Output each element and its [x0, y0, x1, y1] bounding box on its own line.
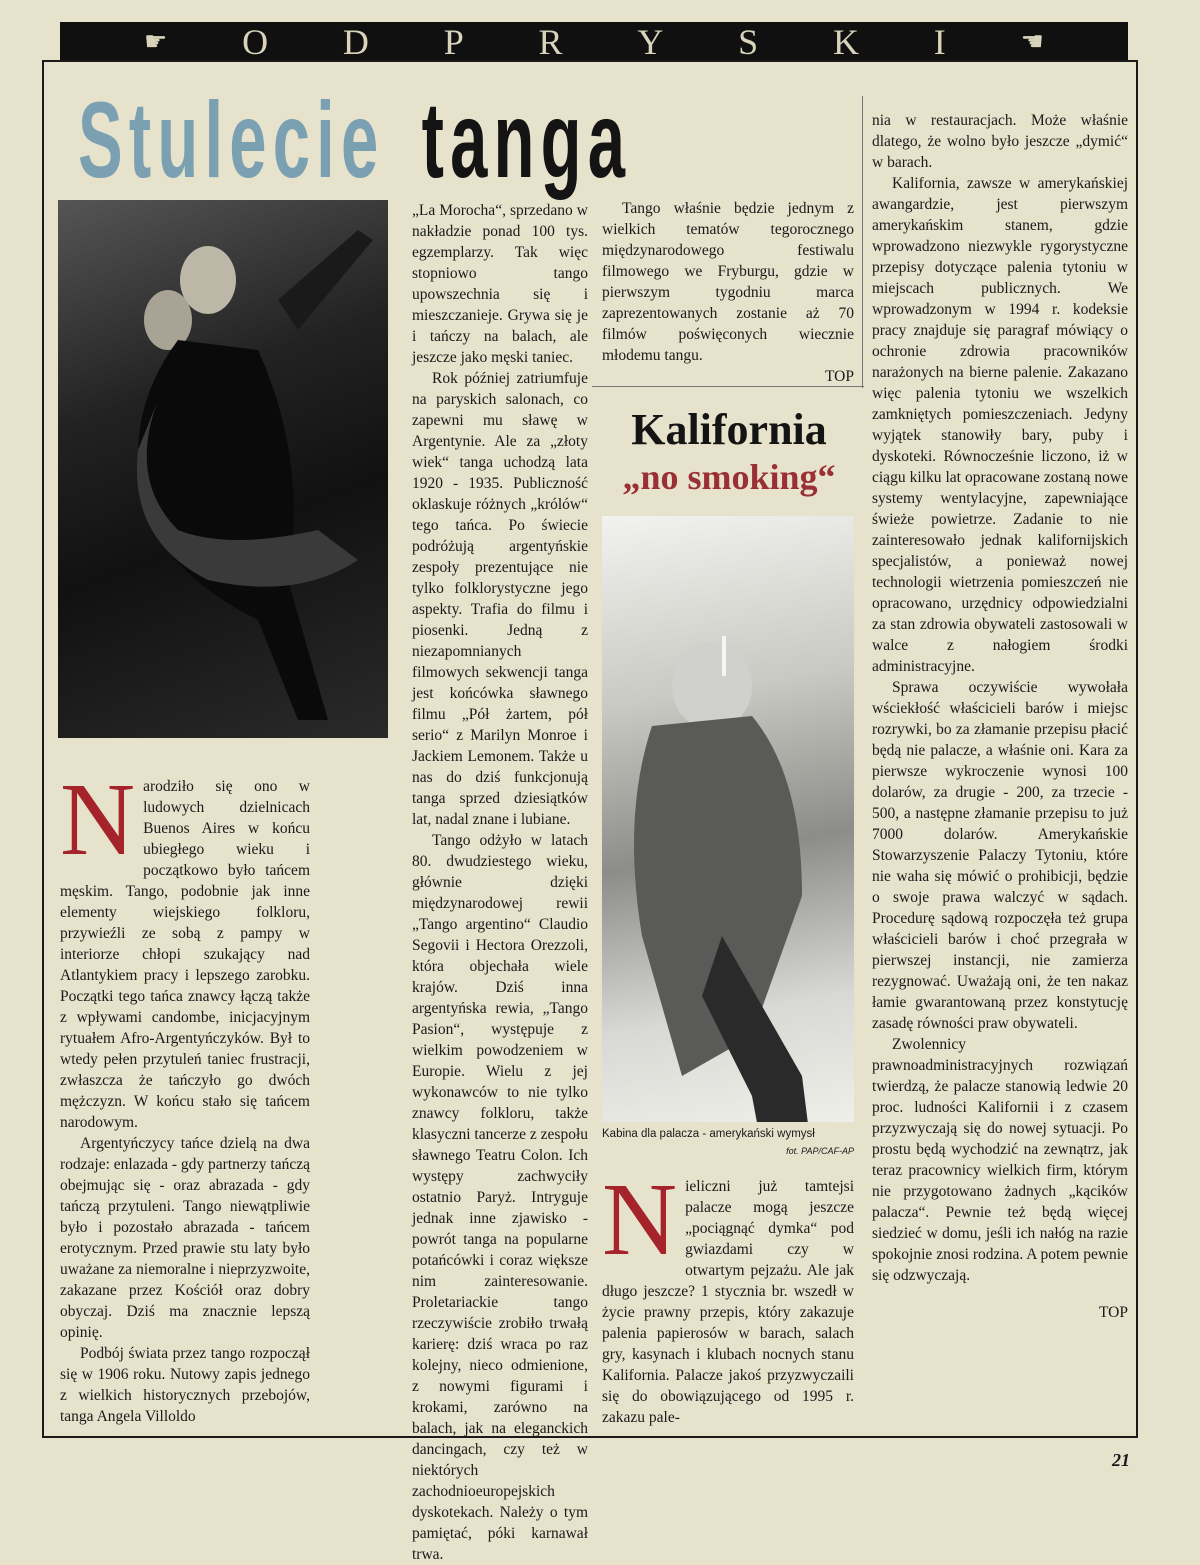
- photo-credit: fot. PAP/CAF-AP: [786, 1146, 854, 1156]
- section-letter: S: [738, 22, 759, 62]
- section-letter: K: [832, 22, 859, 62]
- paragraph: Tango odżyło w latach 80. dwudziestego wieku, głównie dzięki międzynarodowej rewii „Tango argentino“ Claudio Segovii i Hectora Orezzoli, która objechała wiele krajów. Dziś inna argentyńska rewia, „Tango Pasion“, występuje z wielkim powodzeniem w Europie. Wielu z jej wykonawców to nie tylko znawcy folkloru, także klasyczni tancerze z zespołu sławnego Teatru Colon. Ich występy zachwyciły ostatnio Paryż. Intryguje jednak inne zjawisko - powrót tanga na popularne potańcówki i coraz większe nim zainteresowanie. Proletariackie tango rzeczywiście zrobiło trwałą karierę: dziś wraca po raz kolejny, nieco odmienione, z nowymi figurami i krokami, zarówno na balach, jak na eleganckich dancingach, czy też w niektórych zachodnioeuropejskich dyskotekach. Należy o tym pamiętać, póki karnawał trwa.: [412, 832, 589, 1563]
- paragraph: „La Morocha“, sprzedano w nakładzie ponad 100 tys. egzemplarzy. Tak więc stopniowo tango upowszechnia się i mieszczanieje. Grywa się je i tańczy na balach, ale jeszcze jako męski taniec.: [412, 202, 588, 366]
- section-letter: R: [538, 22, 563, 62]
- paragraph: Podbój świata przez tango rozpoczął się w 1906 roku. Nutowy zapis jednego z wielkich historycznych przebojów, tanga Angela Villoldo: [60, 1345, 310, 1425]
- smoker-photo-art: [602, 516, 854, 1122]
- pointing-hand-icon: ☛: [144, 27, 168, 56]
- box-divider-horizontal: [592, 386, 864, 387]
- page-title: [78, 79, 632, 200]
- pointing-hand-icon: ☚: [1020, 27, 1044, 56]
- paragraph: Tango właśnie będzie jednym z wielkich tematów tegorocznego międzynarodowego festiwalu filmowego we Fryburgu, gdzie w pierwszym tygodniu marca zaprezentowanych zostanie aż 70 filmów poświęconych wiecznie młodemu tangu.: [602, 200, 854, 364]
- tango-dancers-photo: [58, 200, 388, 738]
- section-letter: P: [443, 22, 464, 62]
- section-name: [144, 21, 1044, 63]
- paragraph: Sprawa oczywiście wywołała wściekłość właścicieli barów i miejsc rozrywki, bo za złamanie przepisu płacić będą nie palacze, a właśnie oni. Kara za pierwsze wykroczenie wynosi 100 dolarów, za drugie - 200, za trzecie - 500, a następne złamanie przepisu to już 7000 dolarów. Amerykańskie Stowarzyszenie Palaczy Tytoniu, które nie waha się mówić o prohibicji, będzie o swoje prawa walczyć w sądach. Procedurę sądową rozpoczęła też grupa właścicieli barów i choć przegrała w pierwszej instancji, nie zamierza rezygnować. Uważają oni, że ten nakaz łamie gwarantowaną przez konstytucję zasadę równości praw obywateli.: [872, 679, 1128, 1032]
- box-divider-vertical: [862, 96, 863, 388]
- section-header-bar: [60, 22, 1128, 62]
- page-number: 21: [1112, 1450, 1130, 1470]
- title-word-2: tanga: [421, 79, 632, 200]
- photo-caption: Kabina dla palacza - amerykański wymysł: [602, 1128, 815, 1140]
- author-signature: TOP: [1098, 1304, 1128, 1321]
- title-word-1: Stulecie: [78, 79, 385, 200]
- smoking-booth-photo: [602, 516, 854, 1122]
- paragraph: Argentyńczycy tańce dzielą na dwa rodzaje: enlazada - gdy partnerzy tańczą obejmując się - oraz abrazada - gdy tańczą przytuleni. Tango niewątpliwie było i pozostało abrazada - tańcem erotycznym. Przed prawie stu laty było uważane za niemoralne i nieprzyzwoite, zakazane przez Kościół oraz dobry obyczaj. Dziś ma znacznie lepszą opinię.: [60, 1135, 310, 1341]
- paragraph: nia w restauracjach. Może właśnie dlatego, że wolno było jeszcze „dymić“ w barach.: [872, 112, 1128, 171]
- tango-photo-art: [58, 200, 388, 738]
- california-subtitle: „no smoking“: [622, 457, 836, 497]
- paragraph: Zwolennicy prawnoadministracyjnych rozwiązań twierdzą, że palacze stanowią ledwie 20 proc. ludności Kalifornii i z czasem przyzwyczają się do nowej sytuacji. Po prostu będą wychodzić na zewnątrz, jak teraz pracownicy wielkich firm, którym nie przygotowano żadnych „kącików palacza“. Pewnie też będą więcej siedzieć w domu, jeśli ich nałóg na razie spokojnie znosi rodzina. A potem pewnie się odzwyczają.: [872, 1036, 1128, 1284]
- tango-article-column-1: [60, 762, 310, 1427]
- section-letter: O: [242, 22, 269, 62]
- tango-article-column-2: [412, 200, 588, 1565]
- paragraph-text: ieliczni już tamtejsi palacze mogą jeszcze „pociągnąć dymka“ pod gwiazdami czy w otwartym pejzażu. Ale jak długo jeszcze? 1 stycznia br. wszedł w życie prawny przepis, który zakazuje palenia papierosów w barach, salach gry, kasynach i klubach nocnych stanu Kalifornia. Palacze jakoś przyzwyczaili się do obowiązującego od 1995 r. zakazu pale-: [602, 1178, 854, 1426]
- section-letter: D: [342, 22, 369, 62]
- drop-cap: N: [60, 762, 136, 877]
- paragraph: Rok później zatriumfuje na paryskich salonach, co zapewni mu sławę w Argentynie. Ale za „złoty wiek“ tanga uchodzą lata 1920 - 1935. Publiczność oklaskuje różnych „królów“ tego tańca. Po świecie podróżują argentyńskie zespoły prezentujące nie tylko folklorystyczne jego aspekty. Trafia do filmu i piosenki. Jedną z niezapomnianych filmowych sekwencji tanga jest końcówka sławnego filmu „Pół żartem, pół serio“ z Marilyn Monroe i Jackiem Lemonem. Także u nas do dziś funkcjonują tanga sprzed dziesiątków lat, nadal znane i lubiane.: [412, 370, 588, 828]
- paragraph: Kalifornia, zawsze w amerykańskiej awangardzie, jest pierwszym amerykańskim stanem, gdzie wprowadzono niezwykle rygorystyczne przepisy dotyczące palenia tytoniu w miejscach publicznych. We wprowadzonym w 1994 r. kodeksie pracy znajduje się paragraf mówiący o ochronie zdrowia pracowników narażonych na bierne palenie. Zakazano więc palenia tytoniu we wszelkich zamkniętych pomieszczeniach. Jedyny wyjątek stanowiły bary, puby i dyskoteki. Równocześnie liczono, iż w ciągu kilku lat opracowane zostaną nowe systemy wentylacyjne, zapewniające świeże powietrze. Zadanie to nie zainteresowało jednak kalifornijskich specjalistów, a ponieważ nowej technologii wietrzenia pomieszczeń nie opracowano, urzędnicy odpowiedzialni za stan zdrowia obywateli zastosowali w walce z nałogiem środki administracyjne.: [872, 175, 1128, 675]
- drop-cap: N: [602, 1162, 678, 1277]
- tango-article-column-3: [602, 198, 854, 387]
- paragraph: [602, 1162, 854, 1428]
- california-article-column-4: [872, 110, 1128, 1323]
- paragraph: Narodziło się ono w ludowych dzielnicach Buenos Aires w końcu ubiegłego wieku i początkowo było tańcem męskim. Tango, podobnie jak inne elementy wiejskiego folkloru, przywieźli ze sobą z pampy w interiorze chłopi szukający nad Atlantykiem pracy i lepszego zarobku. Początki tego tańca znawcy łączą także z wpływami candombe, inicjacyjnym rytuałem Afro-Argentyńczyków. Był to wtedy pełen przytuleń taniec frustracji, zwłaszcza że tańczyło go dwóch mężczyzn. W końcu stało się tańcem narodowym.: [60, 762, 310, 1131]
- author-signature: TOP: [824, 368, 854, 385]
- section-letter: Y: [637, 22, 664, 62]
- california-article-column-3-body: [602, 1162, 854, 1428]
- section-letter: I: [933, 22, 946, 62]
- california-title: Kalifornia: [631, 405, 827, 454]
